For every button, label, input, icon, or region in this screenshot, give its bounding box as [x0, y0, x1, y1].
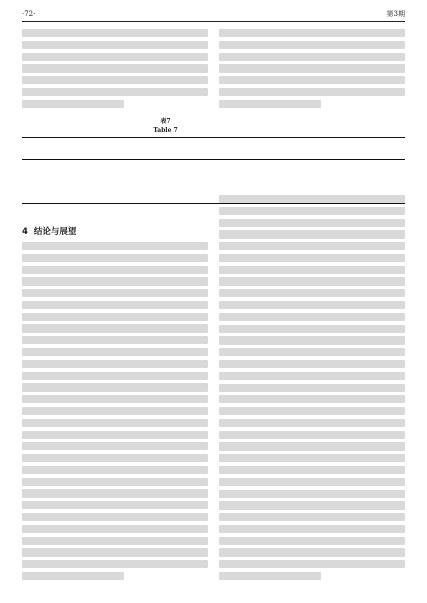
text-line [219, 76, 405, 84]
table-cell [266, 182, 301, 193]
table-cell [301, 160, 336, 171]
table-caption-en [22, 127, 405, 135]
table-subheader [126, 149, 161, 160]
text-line [22, 88, 208, 96]
table-subheader [57, 149, 92, 160]
left-column-top [22, 29, 208, 111]
table-cell [335, 171, 370, 182]
text-line [219, 207, 405, 215]
table-cell [161, 171, 196, 182]
table-cell [57, 193, 92, 204]
text-line [22, 572, 124, 580]
text-line [219, 100, 321, 108]
text-line [219, 266, 405, 274]
text-line [22, 336, 208, 344]
text-line [22, 277, 208, 285]
section-title: 结论与展望 [33, 227, 77, 237]
table-row [22, 171, 405, 182]
text-line [219, 537, 405, 545]
table-label-en: Table 7 [153, 127, 178, 134]
table-subheader [196, 149, 231, 160]
text-line [219, 419, 405, 427]
table-cell [22, 160, 57, 171]
table-cell [266, 171, 301, 182]
text-line [219, 277, 405, 285]
text-line [22, 53, 208, 61]
text-line [22, 313, 208, 321]
table-cell [126, 182, 161, 193]
text-line [22, 348, 208, 356]
left-column-bottom [22, 242, 208, 584]
section-heading [22, 226, 208, 238]
text-line [219, 407, 405, 415]
text-line [22, 41, 208, 49]
table-cell [161, 193, 196, 204]
text-line [219, 242, 405, 250]
text-line [219, 572, 321, 580]
table-cell [231, 160, 266, 171]
table-cell [335, 182, 370, 193]
table-subheader [266, 149, 301, 160]
text-line [22, 478, 208, 486]
table-header [22, 138, 57, 149]
text-line [22, 395, 208, 403]
table-cell [231, 171, 266, 182]
table-cell [22, 171, 57, 182]
table-header [231, 138, 266, 149]
text-line [22, 548, 208, 556]
text-line [219, 336, 405, 344]
text-line [22, 513, 208, 521]
text-line [219, 64, 405, 72]
text-line [219, 41, 405, 49]
table-cell [92, 182, 127, 193]
table-header [57, 138, 92, 149]
table-cell [57, 160, 92, 171]
text-line [22, 266, 208, 274]
table-cell [22, 182, 57, 193]
text-line [22, 442, 208, 450]
table-cell [22, 193, 57, 204]
table-cell [57, 182, 92, 193]
text-line [22, 29, 208, 37]
text-line [22, 489, 208, 497]
text-line [22, 454, 208, 462]
text-line [219, 254, 405, 262]
text-line [22, 372, 208, 380]
text-line [219, 442, 405, 450]
text-line [219, 513, 405, 521]
table-cell [370, 171, 405, 182]
table-cell [196, 182, 231, 193]
text-line [219, 313, 405, 321]
text-line [219, 548, 405, 556]
table-label: 表7 [160, 118, 171, 125]
table-cell [57, 171, 92, 182]
text-line [22, 431, 208, 439]
table-cell [126, 171, 161, 182]
text-line [219, 230, 405, 238]
table-cell [126, 160, 161, 171]
table-cell [301, 182, 336, 193]
text-line [219, 53, 405, 61]
text-line [22, 301, 208, 309]
table-cell [126, 193, 161, 204]
table-row [22, 160, 405, 171]
table-subheader [301, 149, 336, 160]
table-header [370, 138, 405, 149]
text-line [22, 525, 208, 533]
table-cell [161, 160, 196, 171]
text-line [219, 560, 405, 568]
table-cell [266, 160, 301, 171]
table-cell [370, 160, 405, 171]
text-line [219, 395, 405, 403]
text-line [22, 242, 208, 250]
table-cell [370, 182, 405, 193]
right-column-bottom [219, 195, 405, 584]
table-subheader [22, 149, 57, 160]
text-line [219, 501, 405, 509]
table-subheader [370, 149, 405, 160]
text-line [219, 431, 405, 439]
text-line [219, 219, 405, 227]
text-line [219, 301, 405, 309]
table-caption-cn [22, 118, 405, 126]
table-row [22, 182, 405, 193]
text-line [219, 525, 405, 533]
text-line [22, 360, 208, 368]
table-cell [92, 193, 127, 204]
table-cell [231, 182, 266, 193]
text-line [22, 537, 208, 545]
esv-table [22, 137, 405, 204]
table-subheader [231, 149, 266, 160]
table-cell [92, 171, 127, 182]
section-number: 4 [22, 227, 28, 237]
text-line [219, 88, 405, 96]
text-line [219, 360, 405, 368]
table-cell [161, 182, 196, 193]
text-line [22, 383, 208, 391]
table-header [196, 138, 231, 149]
text-line [219, 325, 405, 333]
text-line [22, 419, 208, 427]
table-cell [335, 160, 370, 171]
text-line [219, 478, 405, 486]
text-line [219, 372, 405, 380]
text-line [22, 501, 208, 509]
text-line [219, 490, 405, 498]
table-subheader [92, 149, 127, 160]
text-line [219, 289, 405, 297]
text-line [22, 289, 208, 297]
issue-number: 第3期 [386, 10, 405, 18]
text-line [219, 195, 405, 203]
page-number: ·72· [22, 10, 36, 18]
table-cell [301, 171, 336, 182]
table-subheader [335, 149, 370, 160]
right-column-top [219, 29, 405, 111]
text-line [219, 29, 405, 37]
table-header [126, 138, 161, 149]
table-header [266, 138, 301, 149]
text-line [22, 560, 208, 568]
table-cell [92, 160, 127, 171]
running-header [22, 8, 405, 22]
table-cell [196, 171, 231, 182]
text-line [22, 64, 208, 72]
table-header [92, 138, 127, 149]
text-line [219, 466, 405, 474]
text-line [219, 348, 405, 356]
table-header [335, 138, 370, 149]
table-subheader [161, 149, 196, 160]
text-line [22, 407, 208, 415]
text-line [22, 254, 208, 262]
text-line [22, 466, 208, 474]
table-header [301, 138, 336, 149]
table-cell [196, 160, 231, 171]
text-line [219, 384, 405, 392]
text-line [22, 324, 208, 332]
text-line [219, 454, 405, 462]
text-line [22, 76, 208, 84]
text-line [22, 100, 124, 108]
table-header [161, 138, 196, 149]
